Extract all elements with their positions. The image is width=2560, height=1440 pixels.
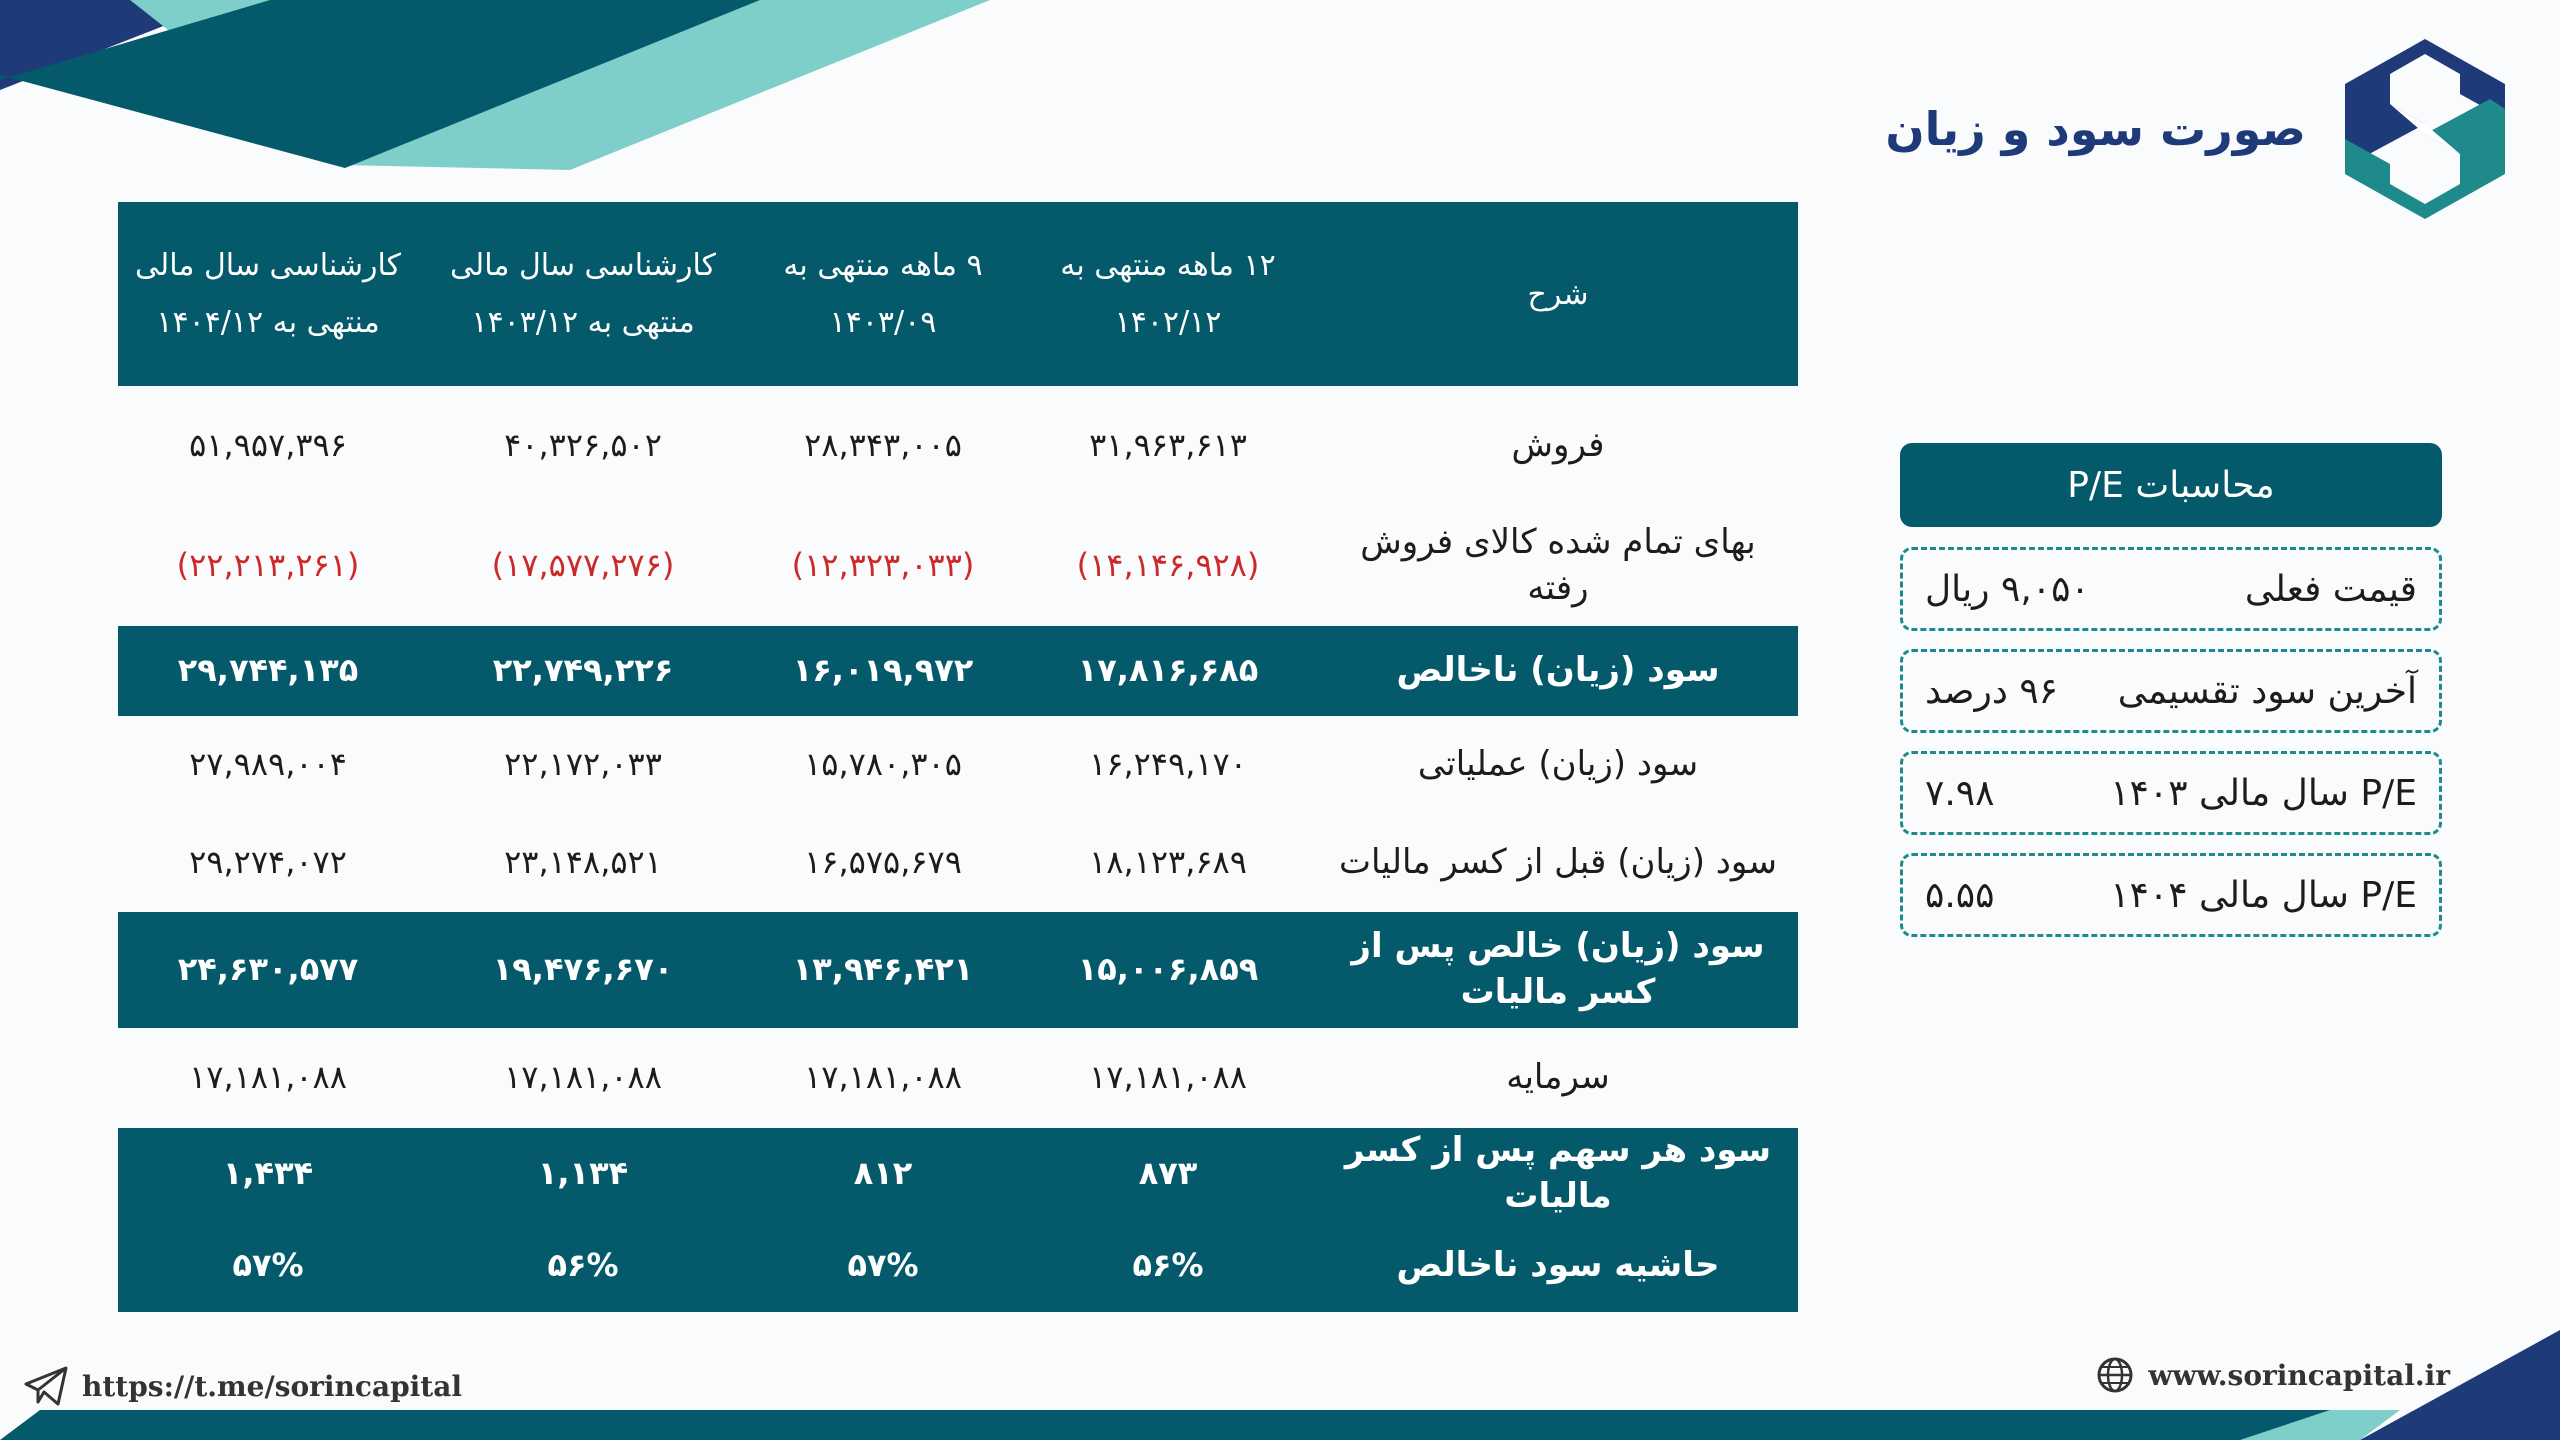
table-cell: ۱۵,۷۸۰,۳۰۵ [804, 745, 962, 784]
table-cell: (۱۴,۱۴۶,۹۲۸) [1076, 546, 1260, 585]
header-col-1404-12-line1: کارشناسی سال مالی [135, 248, 401, 283]
table-cell: ۵۱,۹۵۷,۳۹۶ [189, 426, 347, 465]
pe-last-dividend [1900, 649, 2442, 733]
pe-1404 [1900, 853, 2442, 937]
table-cell: (۱۷,۵۷۷,۲۷۶) [491, 546, 675, 585]
table-cell: ۵۷% [232, 1246, 304, 1285]
title-block [1885, 34, 2510, 224]
row-label: سود هر سهم پس از کسر مالیات [1344, 1130, 1772, 1216]
page-title: صورت سود و زیان [1885, 102, 2306, 156]
table-cell: ۲۷,۹۸۹,۰۰۴ [189, 745, 347, 784]
table-row-eps [118, 1128, 1798, 1220]
globe-icon [2096, 1356, 2134, 1394]
table-cell: ۱۶,۰۱۹,۹۷۲ [792, 651, 974, 690]
header-decoration [0, 0, 1020, 175]
table-cell: ۱۶,۵۷۵,۶۷۹ [804, 843, 962, 882]
table-cell: ۵۶% [547, 1246, 619, 1285]
table-cell: ۲۴,۶۳۰,۵۷۷ [177, 950, 359, 989]
pe-item-value: ۹,۰۵۰ ریال [1925, 568, 2090, 610]
header-col-1403-09-line1: ۹ ماهه منتهی به [783, 248, 983, 283]
row-label: سود (زیان) ناخالص [1396, 650, 1720, 691]
header-col-1403-09-line2: ۱۴۰۳/۰۹ [829, 305, 937, 340]
table-row-net-profit [118, 912, 1798, 1028]
sorin-capital-logo [2340, 34, 2510, 224]
table-cell: ۳۱,۹۶۳,۶۱۳ [1089, 426, 1247, 465]
table-row-gross-profit [118, 626, 1798, 716]
row-label: سرمایه [1506, 1057, 1610, 1098]
pe-1403 [1900, 751, 2442, 835]
website-link-block[interactable] [2096, 1356, 2450, 1394]
header-col-1404-12-line2: منتهی به ۱۴۰۴/۱۲ [156, 305, 380, 340]
table-cell: ۱۷,۸۱۶,۶۸۵ [1077, 651, 1259, 690]
pe-item-value: ۹۶ درصد [1925, 670, 2058, 712]
row-label: فروش [1511, 425, 1605, 466]
telegram-link[interactable]: https://t.me/sorincapital [82, 1369, 463, 1403]
header-description: شرح [1527, 276, 1589, 312]
header-col-1402 [1018, 237, 1318, 351]
row-label: بهای تمام شده کالای فروش رفته [1360, 522, 1756, 608]
table-cell: (۱۲,۳۲۳,۰۳۳) [791, 546, 975, 585]
pe-item-value: ۷.۹۸ [1925, 772, 1995, 814]
row-label: حاشیه سود ناخالص [1396, 1245, 1720, 1286]
table-cell: ۱۵,۰۰۶,۸۵۹ [1077, 950, 1259, 989]
pe-item-label: آخرین سود تقسیمی [2117, 670, 2417, 712]
table-cell: ۸۱۲ [853, 1154, 913, 1193]
pe-current-price [1900, 547, 2442, 631]
table-row-pretax-profit [118, 814, 1798, 912]
table-cell: ۲۸,۳۴۳,۰۰۵ [804, 426, 962, 465]
table-cell: ۱۷,۱۸۱,۰۸۸ [1089, 1058, 1247, 1097]
table-header-row [118, 202, 1798, 386]
table-cell: ۵۶% [1132, 1246, 1204, 1285]
table-cell: ۱,۴۳۴ [222, 1154, 314, 1193]
header-col-1403-12 [418, 237, 748, 351]
row-label: سود (زیان) خالص پس از کسر مالیات [1351, 926, 1765, 1012]
table-cell: ۵۷% [847, 1246, 919, 1285]
table-cell: ۱۷,۱۸۱,۰۸۸ [504, 1058, 662, 1097]
header-col-1403-12-line2: منتهی به ۱۴۰۳/۱۲ [471, 305, 695, 340]
telegram-link-block[interactable] [24, 1366, 462, 1406]
table-row-gross-margin [118, 1220, 1798, 1312]
table-cell: ۱,۱۳۴ [537, 1154, 629, 1193]
header-col-1403-09 [748, 237, 1018, 351]
income-statement-table [118, 202, 1798, 1312]
header-col-1402-line2: ۱۴۰۲/۱۲ [1114, 305, 1222, 340]
table-cell: ۱۷,۱۸۱,۰۸۸ [189, 1058, 347, 1097]
table-cell: ۲۲,۷۴۹,۲۲۶ [492, 651, 674, 690]
table-cell: ۱۷,۱۸۱,۰۸۸ [804, 1058, 962, 1097]
table-cell: ۱۸,۱۲۳,۶۸۹ [1089, 843, 1247, 882]
table-cell: ۴۰,۳۲۶,۵۰۲ [504, 426, 662, 465]
table-cell: ۱۹,۴۷۶,۶۷۰ [492, 950, 674, 989]
telegram-plane-icon [24, 1366, 68, 1406]
table-row-capital [118, 1028, 1798, 1128]
table-cell: ۸۷۳ [1138, 1154, 1198, 1193]
table-row-operating-profit [118, 716, 1798, 814]
header-col-1402-line1: ۱۲ ماهه منتهی به [1060, 248, 1276, 283]
pe-item-label: P/E سال مالی ۱۴۰۳ [2110, 772, 2417, 814]
table-cell: ۲۲,۱۷۲,۰۳۳ [504, 745, 662, 784]
table-cell: ۲۹,۷۴۴,۱۳۵ [177, 651, 359, 690]
header-col-1403-12-line1: کارشناسی سال مالی [450, 248, 716, 283]
header-col-1404-12 [118, 237, 418, 351]
pe-item-label: P/E سال مالی ۱۴۰۴ [2110, 874, 2417, 916]
row-label: سود (زیان) قبل از کسر مالیات [1339, 842, 1777, 883]
pe-panel-title: محاسبات P/E [1900, 443, 2442, 527]
table-cell: ۱۶,۲۴۹,۱۷۰ [1089, 745, 1247, 784]
pe-panel [1900, 443, 2442, 955]
table-row-sales [118, 386, 1798, 506]
pe-item-label: قیمت فعلی [2244, 568, 2417, 610]
pe-item-value: ۵.۵۵ [1925, 874, 1995, 916]
table-cell: ۲۹,۲۷۴,۰۷۲ [189, 843, 347, 882]
table-cell: (۲۲,۲۱۳,۲۶۱) [176, 546, 360, 585]
table-cell: ۱۳,۹۴۶,۴۲۱ [792, 950, 974, 989]
table-row-cogs [118, 506, 1798, 626]
row-label: سود (زیان) عملیاتی [1417, 744, 1699, 785]
table-cell: ۲۳,۱۴۸,۵۲۱ [504, 843, 662, 882]
website-link[interactable]: www.sorincapital.ir [2148, 1358, 2450, 1392]
